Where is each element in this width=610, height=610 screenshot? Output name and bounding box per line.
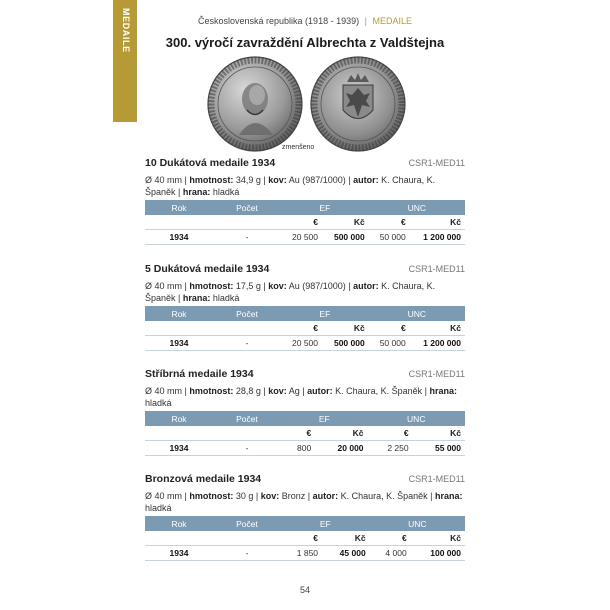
spec-label: hmotnost: xyxy=(189,281,234,291)
header-unc: UNC xyxy=(368,411,465,426)
price-table xyxy=(145,306,465,351)
price-table xyxy=(145,200,465,245)
header-pocet: Počet xyxy=(213,411,281,426)
medal-entry xyxy=(145,263,465,351)
ef-eur-header: € xyxy=(281,531,322,546)
spec-label: hrana: xyxy=(182,187,211,197)
ef-eur-header: € xyxy=(281,215,322,230)
row-unc-czk: 55 000 xyxy=(413,441,465,456)
catalog-code: CSR1-MED11 xyxy=(408,474,465,484)
row-ef-czk: 45 000 xyxy=(322,546,370,561)
entry-title: 5 Dukátová medaile 1934 xyxy=(145,263,270,275)
spec-label: hmotnost: xyxy=(189,386,234,396)
header-rok: Rok xyxy=(145,200,213,215)
row-year: 1934 xyxy=(145,230,213,245)
row-year: 1934 xyxy=(145,441,213,456)
header-ef: EF xyxy=(281,516,370,531)
spec-value: hladká xyxy=(145,503,172,513)
coin-illustration xyxy=(203,55,413,155)
entry-specs xyxy=(145,280,465,306)
running-head-separator: | xyxy=(364,16,367,26)
header-pocet: Počet xyxy=(213,200,281,215)
spec-label: autor: xyxy=(312,491,339,501)
spec-label: kov: xyxy=(268,281,287,291)
ef-eur-header: € xyxy=(281,321,322,336)
table-row xyxy=(145,546,465,561)
spec-label: kov: xyxy=(268,386,287,396)
spec-value: hladká xyxy=(145,398,172,408)
header-ef: EF xyxy=(281,200,369,215)
spec-value: Ø 40 mm | xyxy=(145,491,190,501)
row-year: 1934 xyxy=(145,546,213,561)
row-ef-czk: 500 000 xyxy=(322,336,369,351)
header-unc: UNC xyxy=(369,306,465,321)
row-count: - xyxy=(213,546,281,561)
spec-value: Bronz | xyxy=(279,491,313,501)
spec-value: K. Chaura, K. Španěk | xyxy=(145,175,436,197)
spec-value: hladká xyxy=(210,187,240,197)
header-ef: EF xyxy=(281,306,369,321)
spec-label: kov: xyxy=(260,491,280,501)
row-unc-czk: 1 200 000 xyxy=(410,336,465,351)
catalog-code: CSR1-MED11 xyxy=(408,369,465,379)
spec-value: K. Chaura, K. Španěk | xyxy=(338,491,435,501)
ef-czk-header: Kč xyxy=(322,321,369,336)
spec-label: hrana: xyxy=(434,491,463,501)
row-count: - xyxy=(213,441,281,456)
ef-czk-header: Kč xyxy=(315,426,367,441)
spec-value: K. Chaura, K. Španěk | xyxy=(145,281,436,303)
section-tab-label: MEDAILE xyxy=(121,8,131,53)
header-rok: Rok xyxy=(145,411,213,426)
entry-specs xyxy=(145,174,465,200)
reduced-size-note: zmenšeno xyxy=(282,144,315,151)
spec-value: Au (987/1000) | xyxy=(286,281,354,291)
unc-czk-header: Kč xyxy=(410,215,465,230)
page-title: 300. výročí zavraždění Albrechta z Valdštejna xyxy=(165,35,445,50)
spec-value: 28,8 g | xyxy=(233,386,269,396)
header-pocet: Počet xyxy=(213,516,281,531)
spec-value: 30 g | xyxy=(233,491,261,501)
unc-eur-header: € xyxy=(369,321,410,336)
table-row xyxy=(145,336,465,351)
header-ef: EF xyxy=(281,411,368,426)
ef-eur-header: € xyxy=(281,426,315,441)
coin-obverse-portrait-icon xyxy=(208,57,302,151)
unc-czk-header: Kč xyxy=(411,531,465,546)
medal-entry xyxy=(145,368,465,456)
ef-czk-header: Kč xyxy=(322,531,370,546)
catalog-code: CSR1-MED11 xyxy=(408,158,465,168)
header-rok: Rok xyxy=(145,516,213,531)
table-row xyxy=(145,230,465,245)
ef-czk-header: Kč xyxy=(322,215,369,230)
unc-eur-header: € xyxy=(368,426,413,441)
coin-reverse-eagle-icon xyxy=(311,57,405,151)
medal-entry xyxy=(145,157,465,245)
entry-title: Bronzová medaile 1934 xyxy=(145,473,262,485)
spec-value: K. Chaura, K. Španěk | xyxy=(332,386,430,396)
spec-value: 34,9 g | xyxy=(233,175,269,185)
unc-czk-header: Kč xyxy=(413,426,465,441)
table-row xyxy=(145,441,465,456)
spec-value: Au (987/1000) | xyxy=(286,175,354,185)
row-ef-eur: 20 500 xyxy=(281,230,322,245)
spec-label: hrana: xyxy=(429,386,458,396)
entry-title: Stříbrná medaile 1934 xyxy=(145,368,254,380)
price-table xyxy=(145,516,465,561)
spec-value: Ø 40 mm | xyxy=(145,386,190,396)
entry-specs xyxy=(145,490,465,516)
row-ef-czk: 500 000 xyxy=(322,230,369,245)
header-unc: UNC xyxy=(370,516,465,531)
row-unc-czk: 100 000 xyxy=(411,546,465,561)
row-unc-eur: 50 000 xyxy=(369,230,410,245)
header-pocet: Počet xyxy=(213,306,281,321)
row-ef-czk: 20 000 xyxy=(315,441,367,456)
catalog-code: CSR1-MED11 xyxy=(408,264,465,274)
medal-entry xyxy=(145,473,465,561)
entry-specs xyxy=(145,385,465,411)
section-name: MEDAILE xyxy=(372,16,412,26)
spec-label: autor: xyxy=(353,281,379,291)
running-head xyxy=(0,16,610,26)
spec-value: hladká xyxy=(210,293,240,303)
unc-eur-header: € xyxy=(370,531,411,546)
row-ef-eur: 800 xyxy=(281,441,315,456)
spec-label: autor: xyxy=(307,386,333,396)
header-unc: UNC xyxy=(369,200,465,215)
row-unc-eur: 4 000 xyxy=(370,546,411,561)
spec-value: Ø 40 mm | xyxy=(145,281,190,291)
row-ef-eur: 1 850 xyxy=(281,546,322,561)
header-rok: Rok xyxy=(145,306,213,321)
spec-label: hrana: xyxy=(182,293,211,303)
row-ef-eur: 20 500 xyxy=(281,336,322,351)
spec-value: 17,5 g | xyxy=(233,281,269,291)
spec-label: kov: xyxy=(268,175,287,185)
row-unc-czk: 1 200 000 xyxy=(410,230,465,245)
spec-label: hmotnost: xyxy=(189,491,234,501)
row-unc-eur: 50 000 xyxy=(369,336,410,351)
row-count: - xyxy=(213,336,281,351)
spec-value: Ø 40 mm | xyxy=(145,175,190,185)
row-year: 1934 xyxy=(145,336,213,351)
spec-label: autor: xyxy=(353,175,379,185)
unc-eur-header: € xyxy=(369,215,410,230)
page-number: 54 xyxy=(299,585,310,595)
spec-label: hmotnost: xyxy=(189,175,234,185)
entry-title: 10 Dukátová medaile 1934 xyxy=(145,157,276,169)
row-unc-eur: 2 250 xyxy=(368,441,413,456)
chapter-name: Československá republika (1918 - 1939) xyxy=(198,16,360,26)
price-table xyxy=(145,411,465,456)
spec-value: Ag | xyxy=(286,386,308,396)
row-count: - xyxy=(213,230,281,245)
unc-czk-header: Kč xyxy=(410,321,465,336)
